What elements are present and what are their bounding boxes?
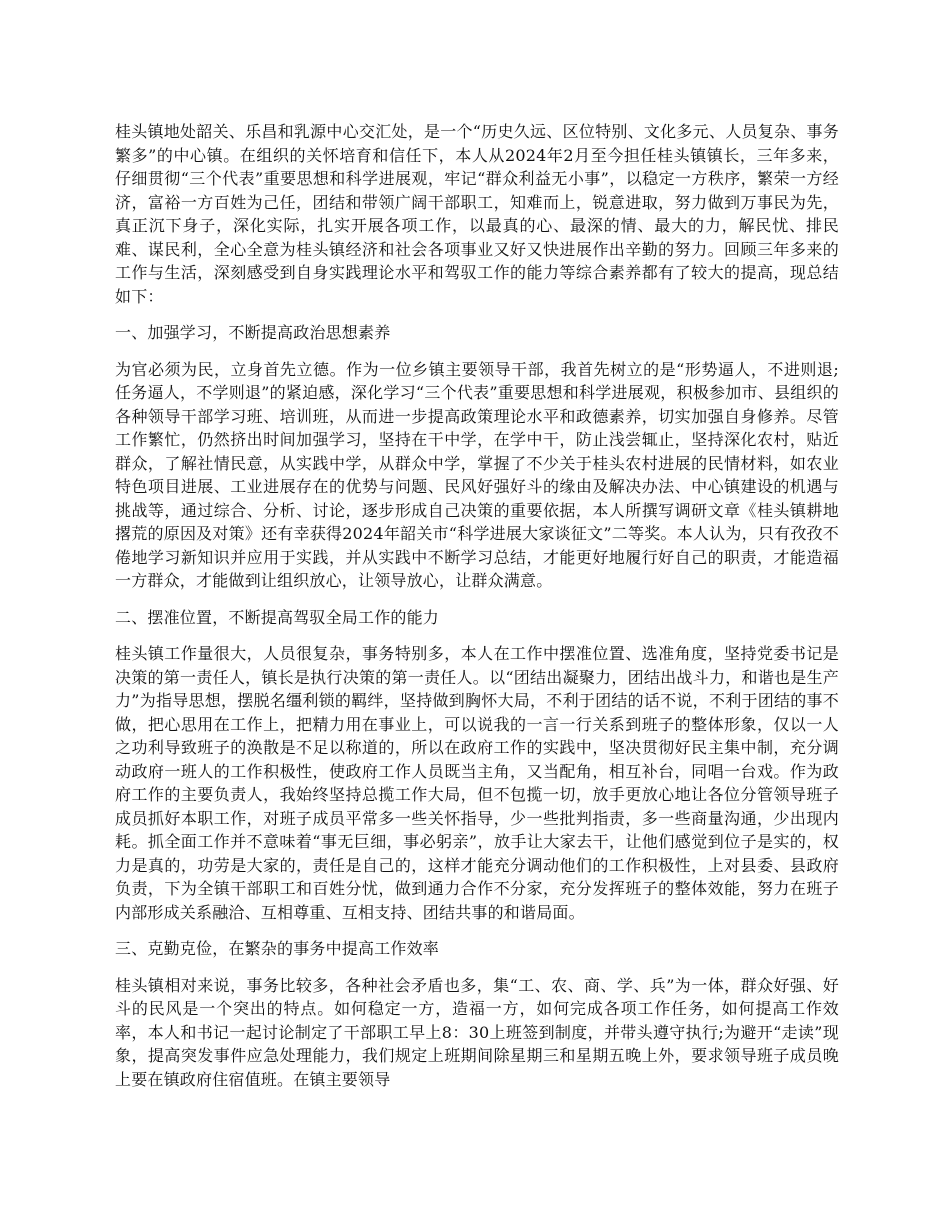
section-paragraph-3: 桂头镇相对来说，事务比较多，各种社会矛盾也多，集“工、农、商、学、兵”为一体，群众好强、好斗的民风是一个突出的特点。如何稳定一方，造福一方，如何完成各项工作任务，如何提高工作效率，本人和书记一起讨论制定了干部职工早上8：30上班签到制度，并带头遵守执行;为避开“走读”现象，提高突发事件应急处理能力，我们规定上班期间除星期三和星期五晚上外，要求领导班子成员晚上要在镇政府住宿值班。在镇主要领导 — [115, 975, 839, 1089]
intro-paragraph: 桂头镇地处韶关、乐昌和乳源中心交汇处，是一个“历史久远、区位特别、文化多元、人员复杂、事务繁多”的中心镇。在组织的关怀培育和信任下，本人从2024年2月至今担任桂头镇镇长，三年多来，仔细贯彻“三个代表”重要思想和科学进展观，牢记“群众利益无小事”，以稳定一方秩序，繁荣一方经济，富裕一方百姓为己任，团结和带领广阔干部职工，知难而上，锐意进取，努力做到万事民为先，真正沉下身子，深化实际，扎实开展各项工作，以最真的心、最深的情、最大的力，解民忧、排民难、谋民利，全心全意为桂头镇经济和社会各项事业又好又快进展作出辛勤的努力。回顾三年多来的工作与生活，深刻感受到自身实践理论水平和驾驭工作的能力等综合素养都有了较大的提高，现总结如下： — [115, 122, 839, 306]
section-heading-1: 一、加强学习，不断提高政治思想素养 — [115, 323, 391, 342]
section-paragraph-2: 桂头镇工作量很大，人员很复杂，事务特别多，本人在工作中摆准位置、选准角度，坚持党委书记是决策的第一责任人，镇长是执行决策的第一责任人。以“团结出凝聚力，团结出战斗力，和谐也是生产力”为指导思想，摆脱名缰利锁的羁绊，坚持做到胸怀大局，不利于团结的话不说，不利于团结的事不做，把心思用在工作上，把精力用在事业上，可以说我的一言一行关系到班子的整体形象，仅以一人之功利导致班子的涣散是不足以称道的，所以在政府工作的实践中，坚决贯彻好民主集中制，充分调动政府一班人的工作积极性，使政府工作人员既当主角，又当配角，相互补台，同唱一台戏。作为政府工作的主要负责人，我始终坚持总揽工作大局，但不包揽一切，放手更放心地让各位分管领导班子成员抓好本职工作，对班子成员平常多一些关怀指导，少一些批判指责，多一些商量沟通，少出现内耗。抓全面工作并不意味着“事无巨细，事必躬亲”，放手让大家去干，让他们感觉到位子是实的，权力是真的，功劳是大家的，责任是自己的，这样才能充分调动他们的工作积极性，上对县委、县政府负责，下为全镇干部职工和百姓分忧，做到通力合作不分家，充分发挥班子的整体效能，努力在班子内部形成关系融洽、互相尊重、互相支持、团结共事的和谐局面。 — [115, 644, 839, 922]
section-paragraph-1: 为官必须为民，立身首先立德。作为一位乡镇主要领导干部，我首先树立的是“形势逼人，不进则退;任务逼人，不学则退”的紧迫感，深化学习“三个代表”重要思想和科学进展观，积极参加市、县组织的各种领导干部学习班、培训班，从而进一步提高政策理论水平和政德素养，切实加强自身修养。尽管工作繁忙，仍然挤出时间加强学习，坚持在干中学，在学中干，防止浅尝辄止，坚持深化农村，贴近群众，了解社情民意，从实践中学，从群众中学，掌握了不少关于桂头农村进展的民情材料，如农业特色项目进展、工业进展存在的优势与问题、民风好强好斗的缘由及解决办法、中心镇建设的机遇与挑战等，通过综合、分析、讨论，逐步形成自己决策的重要依据，本人所撰写调研文章《桂头镇耕地撂荒的原因及对策》还有幸获得2024年韶关市“科学进展大家谈征文”二等奖。本人认为，只有孜孜不倦地学习新知识并应用于实践，并从实践中不断学习总结，才能更好地履行好自己的职责，才能造福一方群众，才能做到让组织放心，让领导放心，让群众满意。 — [115, 359, 839, 590]
section-heading-2: 二、摆准位置，不断提高驾驭全局工作的能力 — [115, 607, 440, 627]
section-heading-3: 三、克勤克俭，在繁杂的事务中提高工作效率 — [115, 939, 440, 958]
document-body — [115, 120, 839, 1104]
